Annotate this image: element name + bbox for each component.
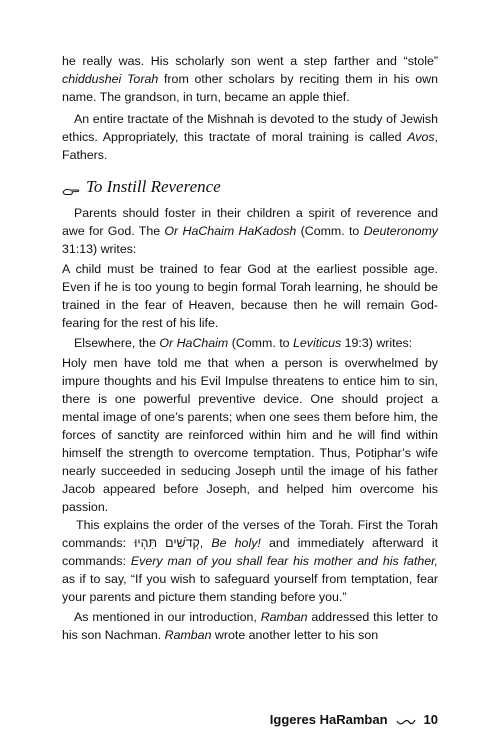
text: Elsewhere, the <box>74 336 160 350</box>
italic-term: Or HaChaim HaKadosh <box>164 224 297 238</box>
hebrew-text: קְדֹשִׁים תִּהְיוּ <box>134 536 200 550</box>
text: An entire tractate of the Mishnah is devoted to the study of Jewish ethics. Appropriately, this tractate of moral training is called <box>62 112 438 144</box>
text: This explains the order of the verses of the Torah. First the Torah commands: <box>62 518 438 550</box>
text: As mentioned in our introduction, <box>74 610 261 624</box>
italic-term: Or HaChaim <box>159 336 229 350</box>
page-number: 10 <box>423 712 438 727</box>
text: 31:13) writes: <box>62 242 137 256</box>
text: (Comm. to <box>228 336 293 350</box>
quote-holy-men: Holy men have told me that when a person is overwhelmed by impure thoughts and his Evil Impulse threatens to entice him to sin, there is one powerful preventive device. One should project a mental image of one’s parents; when one sees them before him, the forces of sanctity are reinforced within him and he will find within himself the strength to overcome temptation. Thus, Potiphar’s wife nearly succeeded in seducing Joseph until the image of his father Jacob appeared before Joseph, and helped him overcome his passion. <box>62 356 438 514</box>
running-title: Iggeres HaRamban <box>269 712 388 727</box>
text: wrote another letter to his son <box>211 628 379 642</box>
text: Parents should foster in their children a spirit of reverence and awe for God. The <box>62 206 438 238</box>
page-body <box>62 52 438 644</box>
paragraph-elsewhere <box>62 334 438 352</box>
pointing-hand-icon <box>62 181 80 193</box>
italic-term: chiddushei Torah <box>62 72 159 86</box>
text: addressed this letter to his son Nachman. <box>62 610 438 642</box>
italic-term: Ramban <box>260 610 308 624</box>
paragraph-avos <box>62 110 438 164</box>
quote-order-of-verses <box>62 516 438 606</box>
italic-term: Avos <box>407 130 435 144</box>
text: from other scholars by reciting them in his own name. The grandson, in turn, became an apple thief. <box>62 72 438 104</box>
text: and immediately afterward it commands: <box>62 536 439 568</box>
italic-term: Every man of you shall fear his mother and his father, <box>130 554 438 568</box>
ornament-icon <box>396 715 416 725</box>
paragraph-introduction <box>62 608 438 644</box>
section-heading <box>62 176 438 198</box>
page-footer <box>62 712 438 727</box>
text: as if to say, “If you wish to safeguard yourself from temptation, fear your parents and picture them standing before you.” <box>62 572 438 604</box>
paragraph-reverence <box>62 204 438 258</box>
italic-term: Leviticus <box>292 336 342 350</box>
text: he really was. His scholarly son went a step farther and “stole” <box>62 54 438 68</box>
section-heading-text: To Instill Reverence <box>86 177 221 196</box>
italic-term: Deuteronomy <box>363 224 439 238</box>
text: , Fathers. <box>62 130 438 162</box>
italic-term: Ramban <box>164 628 212 642</box>
text: 19:3) writes: <box>341 336 413 350</box>
text: (Comm. to <box>296 224 364 238</box>
paragraph-continuation <box>62 52 438 106</box>
italic-term: Be holy! <box>211 536 261 550</box>
text: , <box>199 536 212 550</box>
quote-child-training: A child must be trained to fear God at the earliest possible age. Even if he is too young to begin formal Torah learning, he should be trained in the fear of Heaven, because then he will remain God-fearing for the rest of his life. <box>62 262 438 330</box>
